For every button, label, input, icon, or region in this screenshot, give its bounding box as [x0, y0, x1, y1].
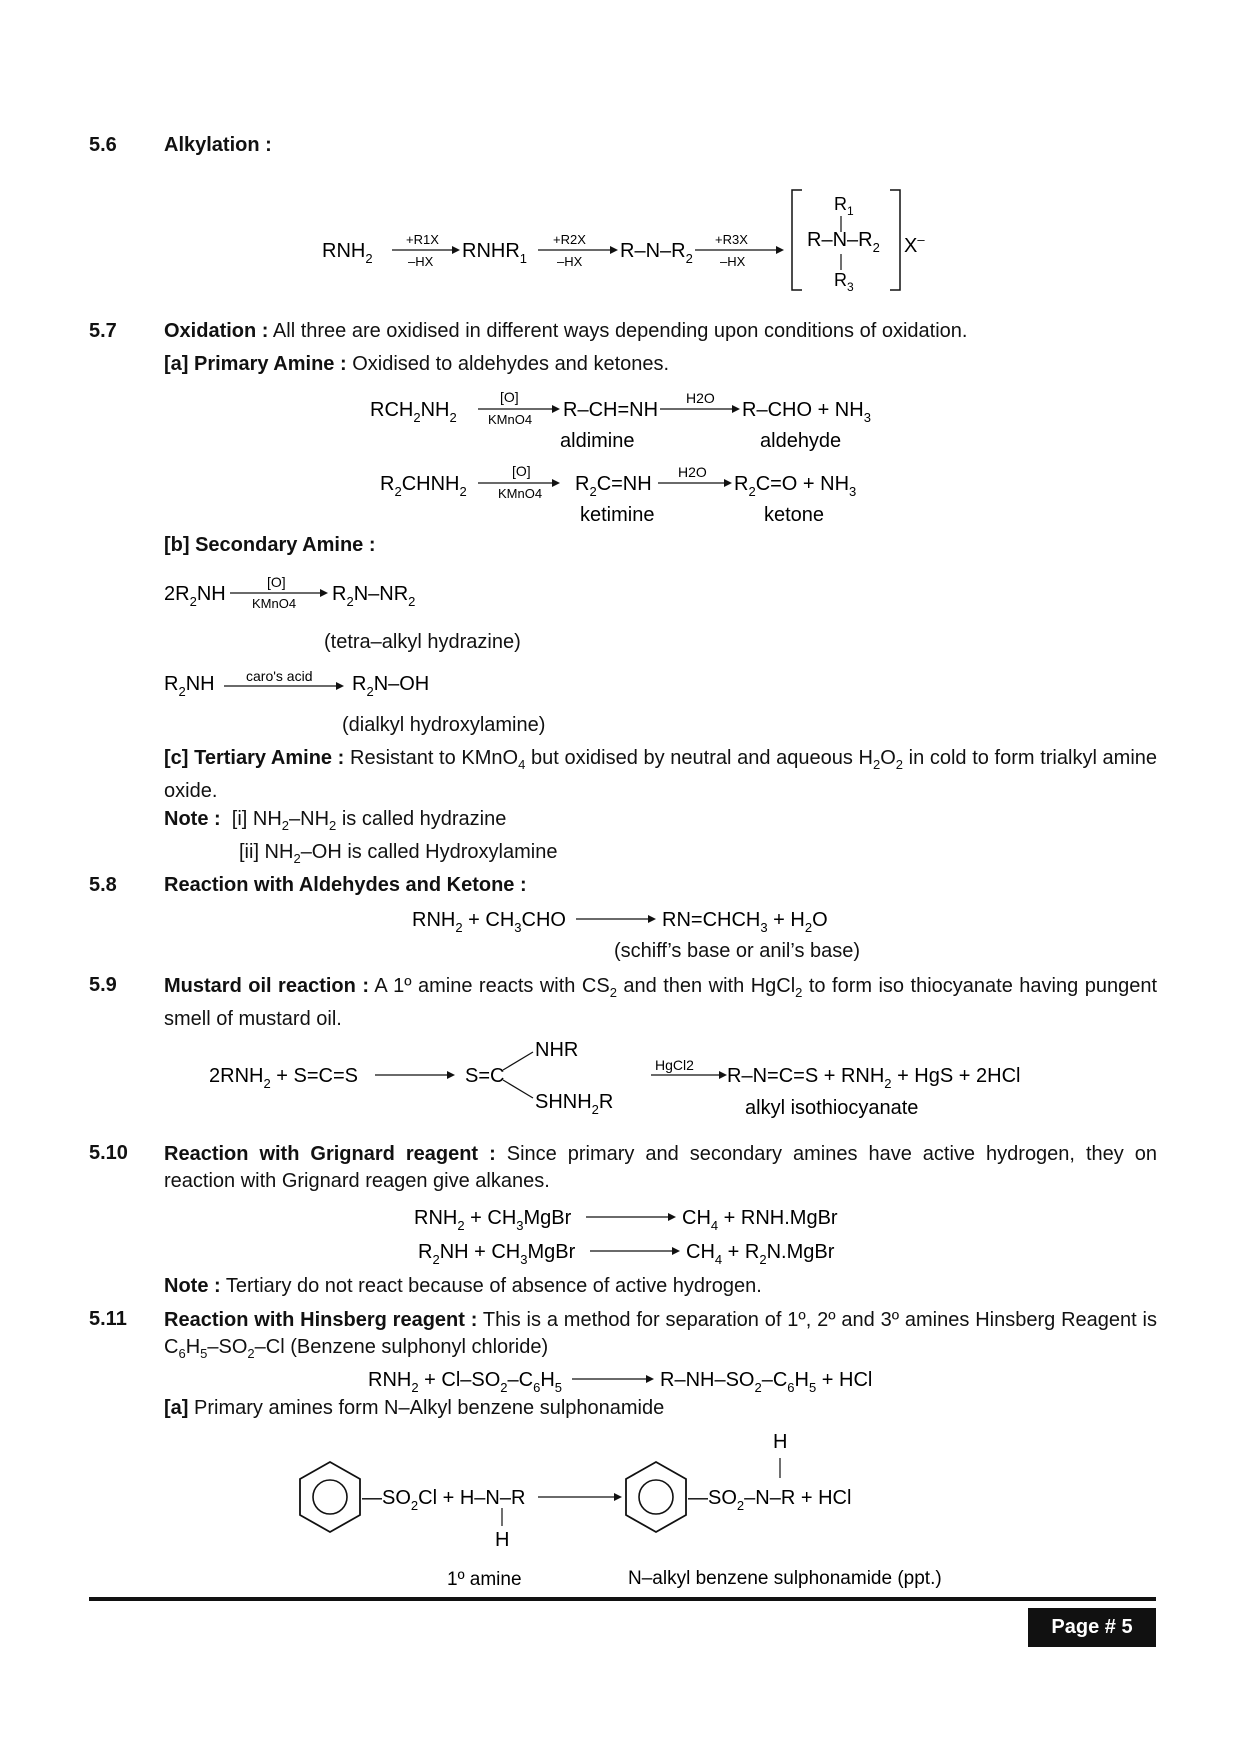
- benzene-ring-icon: [626, 1462, 686, 1532]
- svg-text:SHNH2R: $SHNH_2R$: [535, 1091, 614, 1117]
- svg-text:R–CHO + NH3: $R-CHO + NH_3$: [742, 399, 871, 425]
- svg-text:R–NH–SO2–C6H5 + HCl: $R-NH-SO_2-C_6H_5$ + HCl: [660, 1369, 873, 1395]
- svg-text:R–N=C=S + RNH2 + HgS + 2HCl: $R-N=C=S + RNH_2$ + HgS + 2HCl: [727, 1065, 1021, 1091]
- reagent-kmno4-2: KMnO4: [498, 486, 543, 501]
- svg-text:CH4 + R2N.MgBr: $CH_4$ + $R_2N.MgBr$: [686, 1241, 835, 1267]
- svg-text:RNHR1: $RNHR_1$: [462, 240, 528, 266]
- svg-text:R3: $R_3$: [834, 270, 854, 294]
- svg-text:H: H: [495, 1529, 510, 1551]
- hinsberg-paragraph: Reaction with Hinsberg reagent : This is a method for separation of 1º, 2º and 3º amines Hinsberg Reagent is $C_6H_5-SO_2-Cl$ (Benzene sulphonyl chloride): [164, 1309, 1157, 1361]
- reagent-h2o-1: H2O: [686, 390, 715, 406]
- svg-text:R–N–R2: $R-N-R_2$: [620, 240, 693, 266]
- section-number-5-10: 5.10: [89, 1142, 128, 1164]
- hinsberg-primary-line: [a] Primary amines form N–Alkyl benzene sulphonamide: [164, 1397, 665, 1419]
- svg-text:CH4 + RNH.MgBr: $CH_4$ + RNH.MgBr: [682, 1207, 838, 1233]
- svg-text:RNH2 + Cl–SO2–C6H5: $RNH_2 + Cl-SO_2-C_6H_5$: [368, 1369, 563, 1395]
- section-title-oxidation: Oxidation :: [164, 320, 269, 342]
- aldehyde-label: aldehyde: [760, 430, 842, 452]
- tertiary-amine-title: [c] Tertiary Amine :: [164, 747, 345, 769]
- section-title-aldehydes-ketone: Reaction with Aldehydes and Ketone :: [164, 874, 527, 896]
- schiff-base-label: (schiff’s base or anil’s base): [614, 940, 861, 962]
- reagent-r3x: +R3X: [715, 232, 748, 247]
- reagent-r1x: +R1X: [406, 232, 439, 247]
- section-title-alkylation: Alkylation :: [164, 134, 272, 156]
- reagent-hx-1: –HX: [408, 254, 434, 269]
- svg-text:H: H: [773, 1431, 788, 1453]
- benzene-ring-icon: [300, 1462, 360, 1532]
- section-title-hinsberg: Reaction with Hinsberg reagent :: [164, 1309, 478, 1331]
- reagent-o-1: [O]: [500, 389, 519, 405]
- primary-amine-oxidation-equations: [370, 384, 890, 534]
- n-alkyl-sulphonamide-label: N–alkyl benzene sulphonamide (ppt.): [628, 1568, 942, 1589]
- svg-text:—SO2–N–R + HCl: $—SO_2-N-R$ + HCl: [688, 1487, 852, 1513]
- secondary-amine-title: [b] Secondary Amine :: [164, 534, 376, 556]
- hinsberg-general-equation: [368, 1360, 888, 1400]
- section-number-5-6: 5.6: [89, 134, 117, 156]
- primary-amine-text: Oxidised to aldehydes and ketones.: [352, 353, 670, 375]
- mustard-oil-equation: [205, 1038, 1065, 1128]
- reagent-hx-3: –HX: [720, 254, 746, 269]
- section-title-mustard-oil: Mustard oil reaction :: [164, 975, 369, 997]
- reagent-h2o-2: H2O: [678, 464, 707, 480]
- svg-text:RNH2 + CH3MgBr: $RNH_2$ + $CH_3MgBr$: [414, 1207, 572, 1233]
- oxidation-intro: [164, 320, 967, 343]
- svg-text:R–CH=NH: R–CH=NH: [563, 399, 659, 421]
- alkylation-equation: [310, 182, 950, 302]
- reagent-hgcl2: HgCl2: [655, 1057, 694, 1073]
- svg-text:—SO2Cl + H–N–R: $—SO_2Cl + H-N-R$: [362, 1487, 526, 1513]
- page-number-badge: Page # 5: [1028, 1608, 1156, 1647]
- mustard-oil-paragraph: Mustard oil reaction : A 1º amine reacts with $CS_2$ and then with HgCl$_2$ to form iso thiocyanate having pungent smell of mustard oil.: [164, 975, 1158, 1030]
- note-hydrazine: Note : [i] $NH_2-NH_2$ is called hydrazine: [164, 808, 507, 833]
- svg-text:R2N–OH: $R_2N-OH$: [352, 673, 430, 699]
- svg-text:2RNH2 + S=C=S: $2RNH_2 + S=C=S$: [209, 1065, 358, 1091]
- svg-text:R2N–NR2: $R_2N-NR_2$: [332, 583, 416, 609]
- section-number-5-11: 5.11: [89, 1308, 127, 1330]
- tetra-alkyl-hydrazine-label: (tetra–alkyl hydrazine): [324, 631, 521, 653]
- section-number-5-7: 5.7: [89, 320, 117, 342]
- svg-text:RCH2NH2: $RCH_2NH_2$: [370, 399, 457, 425]
- svg-text:S=C: S=C: [465, 1065, 505, 1087]
- footer-rule: [89, 1597, 1156, 1601]
- section-number-5-8: 5.8: [89, 874, 117, 896]
- svg-text:NHR: NHR: [535, 1039, 579, 1061]
- hinsberg-primary-structure: [290, 1430, 990, 1595]
- tertiary-amine-paragraph: [c] Tertiary Amine : Resistant to KMnO$_4$ but oxidised by neutral and aqueous $H_2O_2$ in cold to form trialkyl amine oxide.: [164, 747, 1158, 802]
- svg-text:R–N–R2: $R-N-R_2$: [807, 229, 880, 255]
- reagent-o-3: [O]: [267, 574, 286, 590]
- reagent-kmno4-1: KMnO4: [488, 412, 533, 427]
- section-title-grignard: Reaction with Grignard reagent :: [164, 1143, 496, 1165]
- svg-text:RN=CHCH3 + H2O: $RN=CHCH_3 + H_2O$: [662, 909, 828, 935]
- svg-text:X–: X–: [904, 232, 925, 257]
- dialkyl-hydroxylamine-label: (dialkyl hydroxylamine): [342, 714, 546, 736]
- svg-text:R1: $R_1$: [834, 194, 854, 218]
- grignard-note: Note : Tertiary do not react because of absence of active hydrogen.: [164, 1275, 762, 1297]
- svg-text:R2CHNH2: $R_2CHNH_2$: [380, 473, 467, 499]
- ketimine-label: ketimine: [580, 504, 655, 526]
- note-hydroxylamine: [ii] $NH_2-OH$ is called Hydroxylamine: [239, 841, 558, 866]
- section-number-5-9: 5.9: [89, 974, 117, 996]
- reagent-hx-2: –HX: [557, 254, 583, 269]
- alkyl-isothiocyanate-label: alkyl isothiocyanate: [745, 1097, 919, 1119]
- svg-text:RNH2 + CH3CHO: $RNH_2 + CH_3CHO$: [412, 909, 566, 935]
- svg-text:R2NH: $R_2NH$: [164, 673, 215, 699]
- svg-text:RNH2: $RNH_2$: [322, 240, 373, 266]
- reagent-r2x: +R2X: [553, 232, 586, 247]
- caro-acid-label: caro's acid: [246, 668, 313, 684]
- ketone-label: ketone: [764, 504, 825, 526]
- svg-text:R2C=O + NH3: $R_2C=O + NH_3$: [734, 473, 857, 499]
- grignard-paragraph: Reaction with Grignard reagent : Since primary and secondary amines have active hydrogen, they on reaction with Grignard reagen give alkanes.: [164, 1143, 1157, 1192]
- reagent-kmno4-3: KMnO4: [252, 596, 297, 611]
- reagent-o-2: [O]: [512, 463, 531, 479]
- schiff-base-equation: [408, 900, 848, 940]
- svg-text:2R2NH: $2R_2NH$: [164, 583, 226, 609]
- primary-amine-title: [a] Primary Amine :: [164, 353, 347, 375]
- oxidation-text: All three are oxidised in different ways depending upon conditions of oxidation.: [272, 320, 968, 342]
- svg-text:R2NH + CH3MgBr: $R_2NH$ + $CH_3MgBr$: [418, 1241, 576, 1267]
- aldimine-label: aldimine: [560, 430, 635, 452]
- svg-text:R2C=NH: $R_2C=NH$: [575, 473, 652, 499]
- grignard-equations: [410, 1200, 870, 1276]
- primary-amine-label: 1º amine: [447, 1569, 522, 1590]
- primary-amine-line: [164, 353, 669, 376]
- secondary-amine-hydroxylamine-equation: [160, 664, 460, 704]
- secondary-amine-hydrazine-equation: [160, 570, 460, 620]
